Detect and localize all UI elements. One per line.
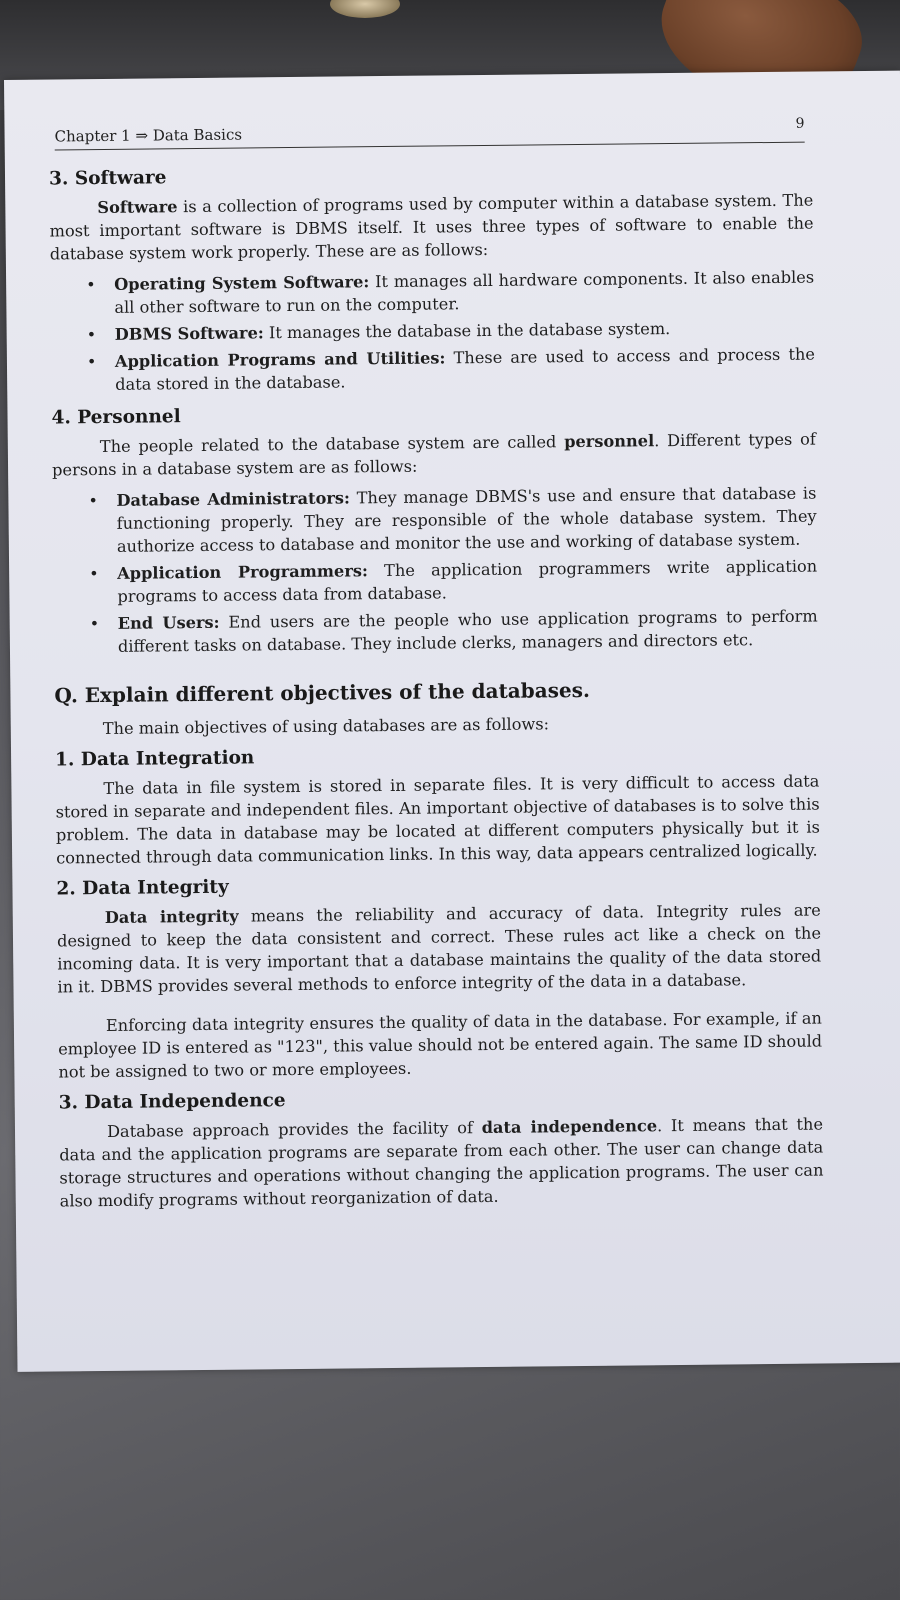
- personnel-list: [52, 482, 818, 659]
- list-item-text: It manages the database in the database system.: [263, 319, 671, 343]
- bullet-icon: •: [89, 564, 99, 584]
- integrity-term: Data integrity: [104, 906, 239, 927]
- personnel-intro-term: personnel: [564, 431, 655, 452]
- list-item-term: End Users:: [117, 612, 220, 633]
- bullet-icon: •: [88, 491, 98, 511]
- software-intro-text: is a collection of programs used by computer within a database system. The most important software is DBMS itself. It uses three types of software to enable the database system work properly. These are as follows:: [49, 190, 814, 264]
- list-item: [86, 343, 816, 396]
- integrity-text: means the reliability and accuracy of data. Integrity rules are designed to keep the data consistent and correct. These rules act like a check on the incoming data. It is very important that a database maintains the quality of the data stored in it. DBMS provides several methods to enforce integrity of the data in a database.: [56, 900, 822, 997]
- integration-text: The data in file system is stored in separate files. It is very difficult to access data stored in separate and independent files. An important objective of databases is to solve this problem. The data in database may be located at different computers physically but it is connected through data communication links. In this way, data appears centralized logically.: [55, 771, 820, 868]
- book-page: [4, 71, 900, 1372]
- list-item: [86, 316, 815, 346]
- independence-term: data independence: [481, 1116, 658, 1138]
- independence-text-b: . It means that the data and the application programs are separate from each other. The user can change data storage structures and operations without changing the application programs. The user can also modify programs without reorganization of data.: [59, 1114, 824, 1211]
- integrity-para-1: [57, 898, 822, 998]
- integrity-para-2: Enforcing data integrity ensures the quality of data in the database. For example, if an employee ID is entered as "123", this value should not be entered again. The same ID should not be assigned to two or more employees.: [58, 1008, 823, 1082]
- software-intro: [49, 189, 814, 266]
- list-item-term: DBMS Software:: [114, 323, 264, 344]
- list-item: [89, 605, 818, 658]
- list-item-term: Application Programmers:: [117, 561, 369, 583]
- software-intro-term: Software: [97, 197, 178, 218]
- question-heading: Q. Explain different objectives of the databases.: [54, 677, 590, 708]
- section-heading-integrity: 2. Data Integrity: [56, 876, 229, 900]
- section-heading-personnel: 4. Personnel: [51, 406, 181, 429]
- page-number: 9: [795, 115, 805, 132]
- bullet-icon: •: [86, 275, 96, 295]
- personnel-intro-text-a: The people related to the database system are called: [99, 432, 565, 457]
- list-item-text: They manage DBMS's use and ensure that database is functioning properly. They are responsible of the whole database system. They authorize access to database and monitor the use and working of database system.: [116, 483, 817, 556]
- list-item: [86, 266, 815, 319]
- list-item-term: Operating System Software:: [114, 272, 370, 294]
- page-content: [49, 160, 824, 1221]
- list-item: [89, 555, 818, 608]
- bullet-icon: •: [86, 325, 97, 345]
- software-list: [50, 266, 815, 397]
- section-heading-integration: 1. Data Integration: [55, 747, 255, 771]
- list-item-text: End users are the people who use application programs to perform different tasks on database. They include clerks, managers and directors etc.: [117, 606, 818, 656]
- chapter-title: Chapter 1 ⇒ Data Basics: [54, 125, 243, 146]
- question-lead: The main objectives of using databases are as follows:: [102, 714, 550, 739]
- list-item-term: Application Programs and Utilities:: [114, 348, 446, 371]
- list-item-text: It manages all hardware components. It also enables all other software to run on the computer.: [114, 267, 815, 317]
- list-item-term: Database Administrators:: [116, 488, 351, 510]
- running-header: [54, 114, 804, 151]
- section-heading-software: 3. Software: [48, 167, 167, 190]
- independence-text: [59, 1112, 824, 1212]
- independence-text-a: Database approach provides the facility of: [106, 1118, 482, 1141]
- list-item-text: These are used to access and process the data stored in the database.: [115, 344, 816, 394]
- bullet-icon: •: [86, 352, 97, 372]
- list-item-text: The application programmers write application programs to access data from database.: [117, 556, 818, 606]
- section-heading-independence: 3. Data Independence: [58, 1090, 286, 1114]
- personnel-intro: [52, 428, 816, 482]
- personnel-intro-text-b: . Different types of persons in a database system are as follows:: [51, 429, 816, 480]
- list-item: [88, 482, 817, 558]
- bullet-icon: •: [89, 614, 100, 634]
